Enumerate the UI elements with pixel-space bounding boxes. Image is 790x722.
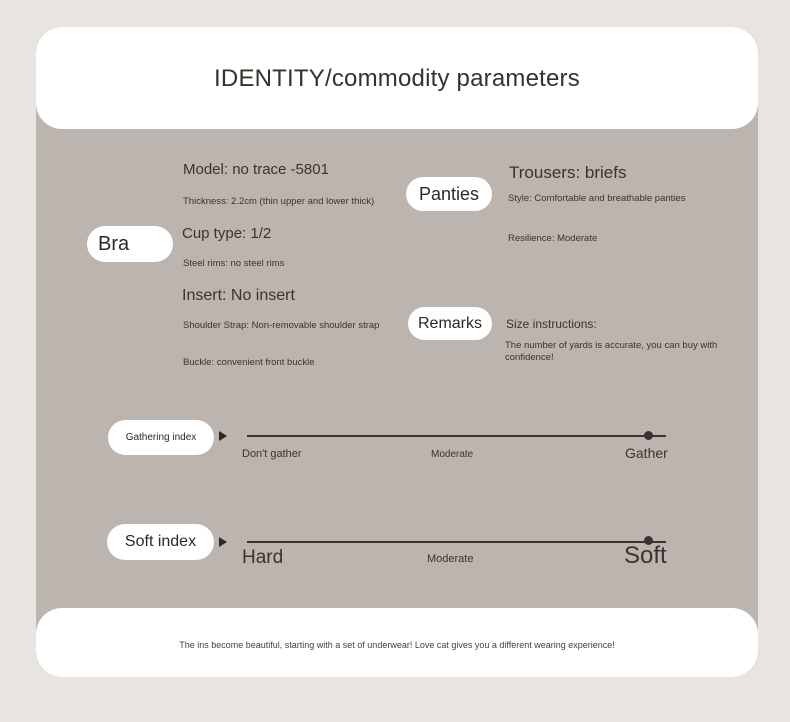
bra-strap: Shoulder Strap: Non-removable shoulder strap bbox=[183, 320, 380, 331]
bra-insert: Insert: No insert bbox=[182, 287, 295, 304]
panties-style: Style: Comfortable and breathable panties bbox=[508, 193, 686, 204]
bra-model: Model: no trace -5801 bbox=[183, 161, 329, 178]
gathering-left-label: Don't gather bbox=[242, 448, 302, 460]
panties-label: Panties bbox=[418, 183, 480, 204]
bra-buckle: Buckle: convenient front buckle bbox=[183, 357, 315, 368]
bra-steel: Steel rims: no steel rims bbox=[183, 258, 285, 269]
footer-text: The ins become beautiful, starting with a set of underwear! Love cat gives you a different wearing experience! bbox=[179, 640, 615, 650]
bra-label: Bra bbox=[98, 232, 130, 255]
soft-right-label: Soft bbox=[624, 542, 667, 569]
soft-label: Soft index bbox=[124, 533, 197, 550]
gathering-scale-line bbox=[247, 435, 666, 437]
footer-panel bbox=[36, 608, 758, 677]
gathering-right-label: Gather bbox=[625, 445, 668, 461]
panties-trousers: Trousers: briefs bbox=[509, 163, 627, 182]
gathering-arrow-icon bbox=[219, 431, 227, 441]
remarks-note: The number of yards is accurate, you can buy with confidence! bbox=[505, 340, 718, 363]
soft-middle-label: Moderate bbox=[427, 553, 474, 565]
bra-pill bbox=[87, 226, 173, 262]
panties-pill bbox=[406, 177, 492, 211]
gathering-middle-label: Moderate bbox=[431, 449, 474, 460]
bra-thickness: Thickness: 2.2cm (thin upper and lower thick) bbox=[183, 196, 375, 207]
header-panel bbox=[36, 27, 758, 129]
remarks-label: Remarks bbox=[417, 314, 482, 332]
gathering-marker bbox=[644, 431, 653, 440]
soft-pill bbox=[107, 524, 214, 560]
panties-resilience: Resilience: Moderate bbox=[508, 233, 598, 244]
remarks-size: Size instructions: bbox=[506, 317, 597, 331]
gathering-pill bbox=[108, 420, 214, 455]
parameters-card bbox=[36, 27, 758, 677]
gathering-label: Gathering index bbox=[125, 432, 197, 443]
page-title: IDENTITY/commodity parameters bbox=[214, 65, 580, 92]
soft-arrow-icon bbox=[219, 537, 227, 547]
soft-left-label: Hard bbox=[242, 547, 284, 568]
bra-cup: Cup type: 1/2 bbox=[182, 225, 272, 242]
soft-scale-line bbox=[247, 541, 666, 543]
remarks-pill bbox=[408, 307, 492, 340]
